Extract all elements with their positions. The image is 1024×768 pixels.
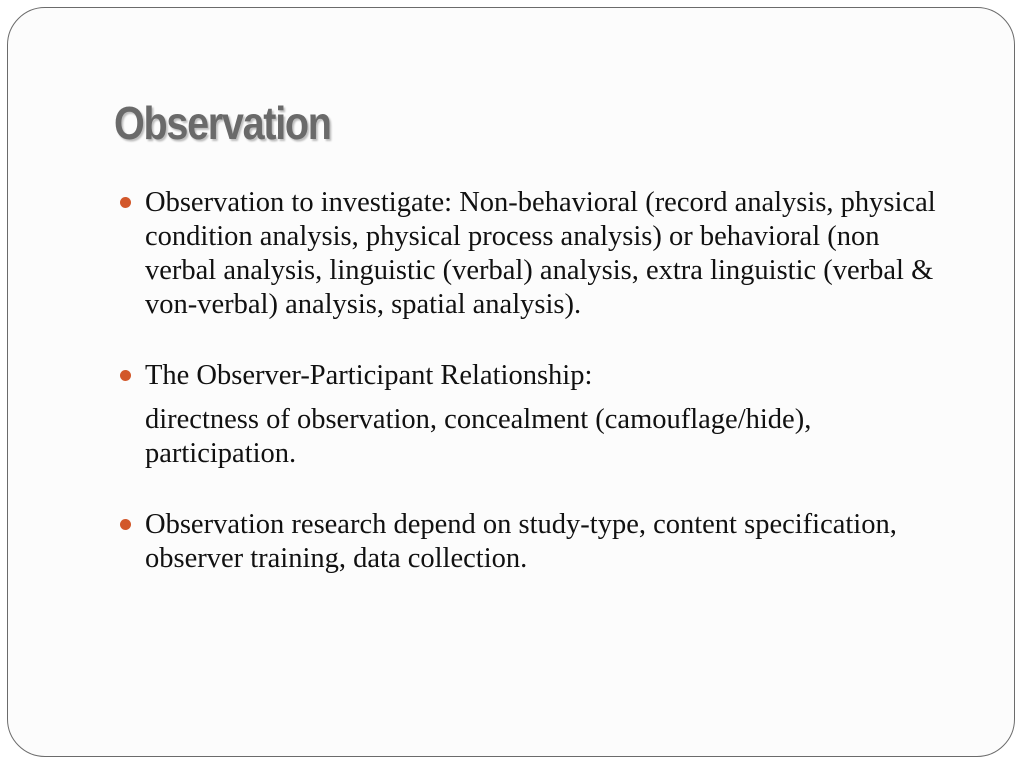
bullet-item (116, 359, 946, 471)
bullet-subtext: directness of observation, concealment (camouflage/hide), participation. (145, 404, 812, 469)
bullet-text: The Observer-Participant Relationship: (145, 360, 593, 391)
bullet-text: Observation research depend on study-type, content specification, observer training, data collection. (145, 509, 897, 574)
bullet-dot-icon (120, 370, 131, 381)
bullet-item (116, 186, 946, 322)
bullet-dot-icon (120, 519, 131, 530)
slide-frame (7, 7, 1015, 757)
bullet-dot-icon (120, 197, 131, 208)
bullet-text: Observation to investigate: Non-behavioral (record analysis, physical condition analysis, physical process analysis) or behavioral (non verbal analysis, linguistic (verbal) analysis, extra linguistic (verbal & von-verbal) analysis, spatial analysis). (145, 187, 936, 320)
slide-title: Observation (114, 97, 331, 149)
bullet-list (116, 186, 946, 576)
bullet-item (116, 508, 946, 576)
